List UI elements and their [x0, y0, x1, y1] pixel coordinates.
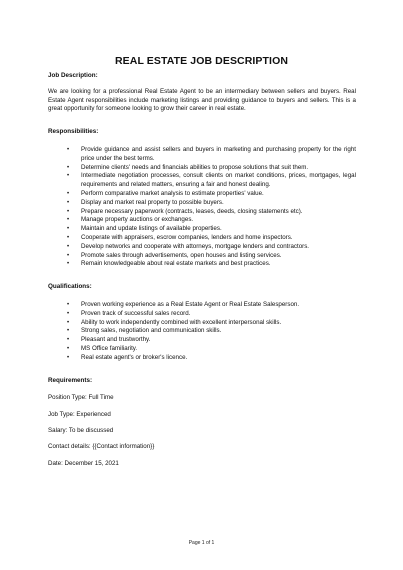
list-item: • Develop networks and cooperate with attorneys, mortgage lenders and contractors. [67, 243, 356, 252]
list-item: • MS Office familiarity. [67, 345, 356, 354]
responsibilities-heading: Responsibilities: [48, 128, 99, 136]
requirement-date: Date: December 15, 2021 [48, 459, 119, 467]
job-description-text: We are looking for a professional Real Estate Agent to be an intermediary between sellers and buyers. Real Estate Agent responsibilities include marketing listings and providing guidance to buyers and sellers. This is a great opportunity for someone looking to grow their career in real estate. [48, 87, 356, 113]
list-item: • Prepare necessary paperwork (contracts, leases, deeds, closing statements etc). [67, 208, 356, 217]
list-item: • Ability to work independently combined with excellent interpersonal skills. [67, 319, 356, 328]
responsibilities-list [48, 146, 356, 269]
list-item: • Promote sales through advertisements, open houses and listing services. [67, 252, 356, 261]
list-item: • Proven working experience as a Real Estate Agent or Real Estate Salesperson. [67, 301, 356, 310]
document-body [48, 72, 356, 476]
requirement-position-type: Position Type: Full Time [48, 394, 114, 402]
list-item: • Perform comparative market analysis to estimate properties' value. [67, 190, 356, 199]
requirement-job-type: Job Type: Experienced [48, 410, 111, 418]
list-item: • Real estate agent's or broker's licence. [67, 354, 356, 363]
list-item: • Pleasant and trustworthy. [67, 336, 356, 345]
list-item: • Manage property auctions or exchanges. [67, 216, 356, 225]
list-item: • Determine clients' needs and financials abilities to propose solutions that suit them. [67, 164, 356, 173]
list-item: • Maintain and update listings of available properties. [67, 225, 356, 234]
qualifications-heading: Qualifications: [48, 283, 92, 291]
job-description-heading: Job Description: [48, 72, 98, 79]
qualifications-list [48, 301, 356, 363]
page-footer: Page 1 of 1 [188, 540, 215, 546]
requirement-contact-details: Contact details: {{Contact information}} [48, 443, 155, 451]
document-title: REAL ESTATE JOB DESCRIPTION [114, 55, 289, 67]
requirements-list [48, 394, 356, 468]
list-item: • Remain knowledgeable about real estate markets and best practices. [67, 260, 356, 269]
list-item: • Cooperate with appraisers, escrow companies, lenders and home inspectors. [67, 234, 356, 243]
list-item: • Intermediate negotiation processes, consult clients on market conditions, prices, mortgages, legal requirements and related matters, ensuring a fair and honest dealing. [67, 172, 356, 190]
list-item: • Strong sales, negotiation and communication skills. [67, 327, 356, 336]
list-item: • Provide guidance and assist sellers and buyers in marketing and purchasing property for the right price under the best terms. [67, 146, 356, 164]
list-item: • Display and market real property to possible buyers. [67, 199, 356, 208]
list-item: • Proven track of successful sales record. [67, 310, 356, 319]
requirements-heading: Requirements: [48, 376, 93, 384]
requirement-salary: Salary: To be discussed [48, 427, 114, 435]
